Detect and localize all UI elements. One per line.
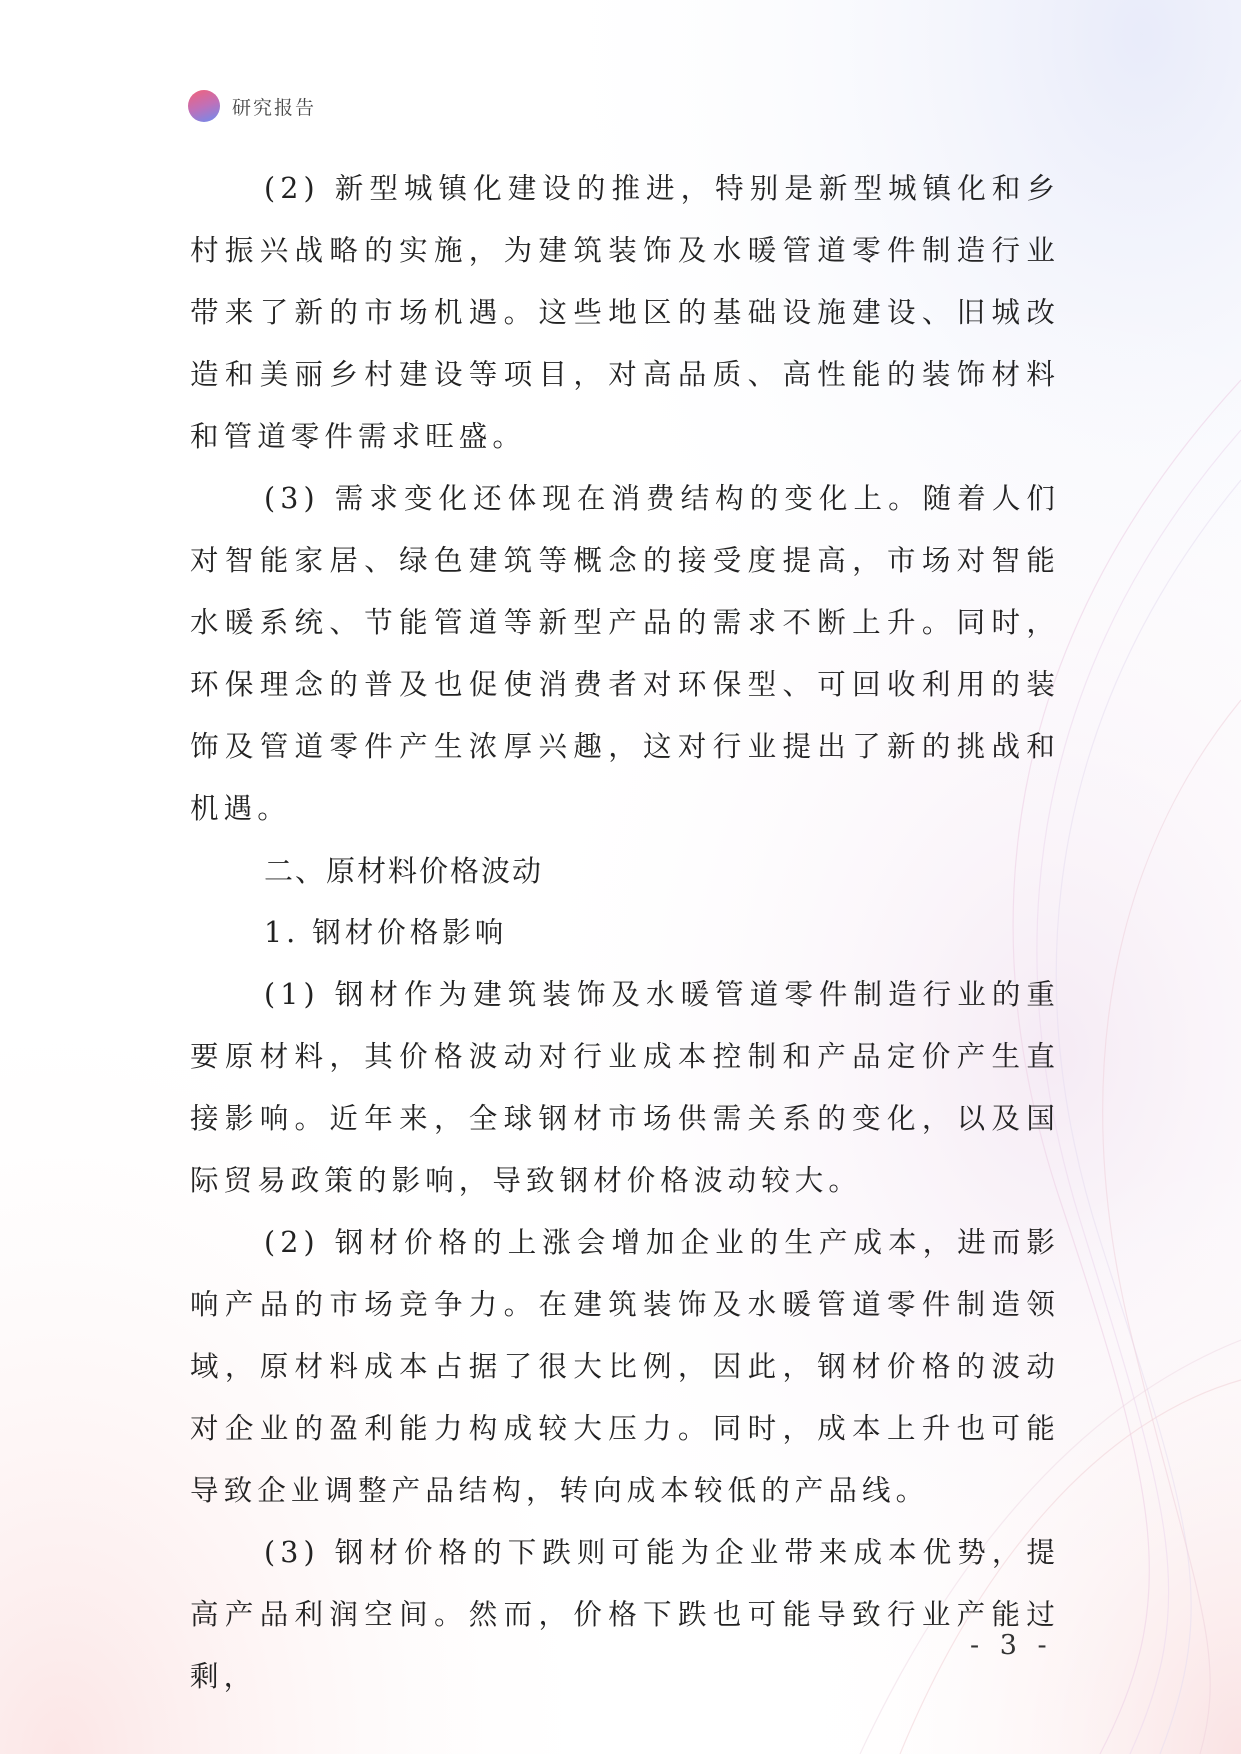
section-heading: 二、原材料价格波动: [264, 854, 544, 888]
page-number: - 3 -: [970, 1630, 1053, 1661]
paragraph-consumption-structure: (3) 需求变化还体现在消费结构的变化上。随着人们对智能家居、绿色建筑等概念的接受度提高，市场对智能水暖系统、节能管道等新型产品的需求不断上升。同时，环保理念的普及也促使消费者对环保型、可回收利用的装饰及管道零件产生浓厚兴趣，这对行业提出了新的挑战和机遇。: [190, 482, 1060, 825]
paragraph-steel-impact-3: (3) 钢材价格的下跌则可能为企业带来成本优势，提高产品利润空间。然而，价格下跌也可能导致行业产能过剩，: [190, 1536, 1060, 1693]
paragraph-steel-impact-2: (2) 钢材价格的上涨会增加企业的生产成本，进而影响产品的市场竞争力。在建筑装饰及水暖管道零件制造领域，原材料成本占据了很大比例，因此，钢材价格的波动对企业的盈利能力构成较大压力。同时，成本上升也可能导致企业调整产品结构，转向成本较低的产品线。: [190, 1226, 1060, 1507]
report-header: [188, 88, 316, 124]
subsection-heading: 1. 钢材价格影响: [264, 916, 508, 949]
document-body: [190, 158, 1060, 1708]
paragraph-urbanization: (2) 新型城镇化建设的推进，特别是新型城镇化和乡村振兴战略的实施，为建筑装饰及水暖管道零件制造行业带来了新的市场机遇。这些地区的基础设施建设、旧城改造和美丽乡村建设等项目，对高品质、高性能的装饰材料和管道零件需求旺盛。: [190, 172, 1060, 453]
logo-circle-icon: [188, 90, 220, 122]
paragraph-steel-impact-1: (1) 钢材作为建筑装饰及水暖管道零件制造行业的重要原材料，其价格波动对行业成本控制和产品定价产生直接影响。近年来，全球钢材市场供需关系的变化，以及国际贸易政策的影响，导致钢材价格波动较大。: [190, 978, 1060, 1197]
header-title: 研究报告: [232, 96, 317, 119]
